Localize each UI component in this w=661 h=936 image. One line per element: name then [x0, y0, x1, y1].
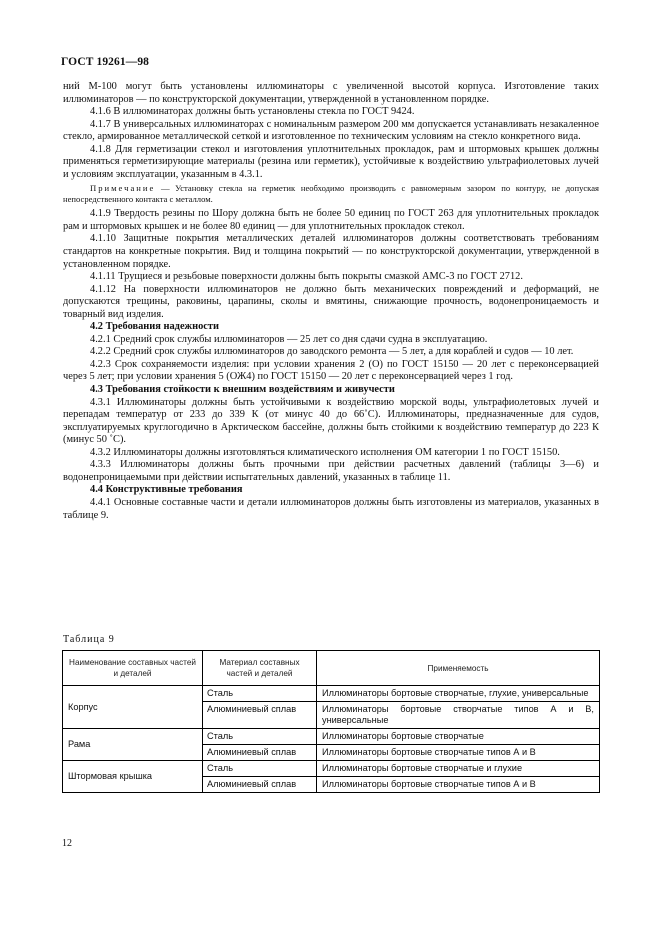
applicability-cell: Иллюминаторы бортовые створчатые типов А и В	[317, 777, 600, 793]
material-cell: Алюминиевый сплав	[203, 702, 317, 729]
section-heading-4-4: 4.4 Конструктивные требования	[90, 484, 243, 496]
material-cell: Алюминиевый сплав	[203, 777, 317, 793]
paragraph-4-2-2: 4.2.2 Средний срок службы иллюминаторов до заводского ремонта — 5 лет, а для кораблей и судов — 10 лет.	[90, 346, 574, 358]
table-header-row	[63, 651, 600, 686]
header-material: Материал составных частей и деталей	[203, 651, 317, 686]
section-heading-4-2: 4.2 Требования надежности	[90, 321, 219, 333]
paragraph-4-1-7: 4.1.7 В универсальных иллюминаторах с номинальным размером 200 мм допускается устанавливать незакаленное стекло, армированное металлической сеткой и изготовленное по техническим условиям на стекло конкретного вида.	[63, 118, 599, 143]
paragraph-4-1-12: 4.1.12 На поверхности иллюминаторов не должно быть механических повреждений и деформаций, не допускаются трещины, раковины, царапины, сколы и вмятины, снижающие прочность, водонепроницаемость и товарный вид изделия.	[63, 283, 599, 320]
paragraph-4-3-2: 4.3.2 Иллюминаторы должны изготовляться климатического исполнения ОМ категории 1 по ГОСТ 15150.	[90, 446, 560, 458]
applicability-cell: Иллюминаторы бортовые створчатые типов А и В	[317, 745, 600, 761]
table-row	[63, 729, 600, 745]
paragraph-4-3-1: 4.3.1 Иллюминаторы должны быть устойчивыми к воздействию морской воды, ультрафиолетовых лучей и перепадам температур от 233 до 339 К (от минус 40 до 66˚С). Иллюминаторы, предназначенные для судов, эксплуатируемых круглогодично в Арктическом бассейне, должны быть стойкими к воздействию температур до 223 К (минус 50 ˚С).	[63, 396, 599, 446]
table-row	[63, 686, 600, 702]
table-caption: Таблица 9	[63, 634, 115, 645]
body-text	[63, 81, 599, 522]
section-heading-4-3: 4.3 Требования стойкости к внешним воздействиям и живучести	[90, 384, 395, 396]
paragraph-4-1-11: 4.1.11 Трущиеся и резьбовые поверхности должны быть покрыты смазкой АМС-3 по ГОСТ 2712.	[90, 271, 523, 283]
paragraph-4-1-6: 4.1.6 В иллюминаторах должны быть установлены стекла по ГОСТ 9424.	[90, 106, 415, 118]
applicability-cell: Иллюминаторы бортовые створчатые типов А и В, универсальные	[317, 702, 600, 729]
paragraph-4-4-1: 4.4.1 Основные составные части и детали иллюминаторов должны быть изготовлены из материалов, указанных в таблице 9.	[63, 496, 599, 521]
header-part-name: Наименование составных частей и деталей	[63, 651, 203, 686]
note	[63, 183, 599, 205]
paragraph-4-1-9: 4.1.9 Твердость резины по Шору должна быть не более 50 единиц по ГОСТ 263 для уплотнительных прокладок рам и штормовых крышек и не более 80 единиц — для уплотнительных прокладок стекол.	[63, 208, 599, 232]
paragraph-4-2-1: 4.2.1 Средний срок службы иллюминаторов — 25 лет со дня сдачи судна в эксплуатацию.	[90, 333, 488, 345]
note-label: Примечание	[90, 183, 156, 194]
paragraph-4-1-8: 4.1.8 Для герметизации стекол и изготовления уплотнительных прокладок, рам и штормовых крышек должны применяться герметизирующие материалы (резина или герметик), устойчивые к воздействию ультрафиолетовых лучей и условиям эксплуатации, указанным в 4.3.1.	[63, 143, 599, 180]
material-cell: Сталь	[203, 686, 317, 702]
paragraph-4-1-10: 4.1.10 Защитные покрытия металлических деталей иллюминаторов должны соответствовать требованиям стандартов на конкретные покрытия. Вид и толщина покрытий — по конструкторской документации, утвержденной в установленном порядке.	[63, 233, 599, 270]
materials-table	[62, 650, 600, 793]
paragraph-continuation: ний М-100 могут быть установлены иллюминаторы с увеличенной высотой корпуса. Изготовление таких иллюминаторов — по конструкторской документации, утвержденной в установленном порядке.	[63, 81, 599, 105]
document-code-header: ГОСТ 19261—98	[61, 56, 150, 68]
part-name-cell: Штормовая крышка	[63, 761, 203, 793]
header-applicability: Применяемость	[317, 651, 600, 686]
part-name-cell: Корпус	[63, 686, 203, 729]
applicability-cell: Иллюминаторы бортовые створчатые	[317, 729, 600, 745]
paragraph-4-2-3: 4.2.3 Срок сохраняемости изделия: при условии хранения 2 (О) по ГОСТ 15150 — 20 лет с переконсервацией через 5 лет; при условии хранения 5 (ОЖ4) по ГОСТ 15150 — 20 лет с переконсервацией через 1 год.	[63, 358, 599, 383]
applicability-cell: Иллюминаторы бортовые створчатые и глухие	[317, 761, 600, 777]
material-cell: Сталь	[203, 729, 317, 745]
note-text: — Установку стекла на герметик необходимо производить с равномерным зазором по контуру, не допуская непосредственного контакта с металлом.	[63, 183, 599, 205]
material-cell: Алюминиевый сплав	[203, 745, 317, 761]
material-cell: Сталь	[203, 761, 317, 777]
table-row	[63, 761, 600, 777]
part-name-cell: Рама	[63, 729, 203, 761]
page-number: 12	[62, 838, 72, 849]
applicability-cell: Иллюминаторы бортовые створчатые, глухие, универсальные	[317, 686, 600, 702]
paragraph-4-3-3: 4.3.3 Иллюминаторы должны быть прочными при действии расчетных давлений (таблицы 3—6) и водонепроницаемыми при действии испытательных давлений, указанных в таблице 11.	[63, 459, 599, 483]
